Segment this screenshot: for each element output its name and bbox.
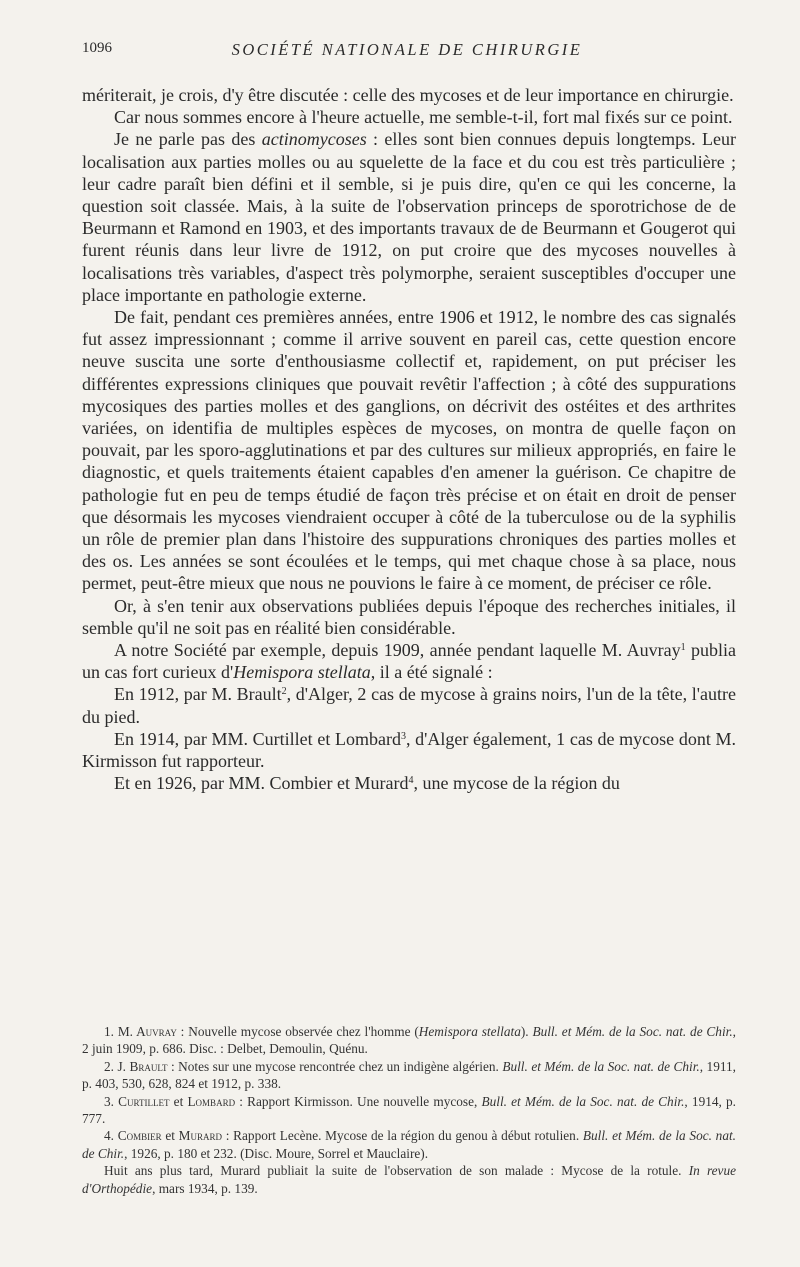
author-name: M. Auvray [117, 1024, 177, 1039]
footnote [82, 1023, 736, 1058]
text-run: publia un cas fort curieux d' [82, 640, 736, 683]
text-run: et [169, 1093, 188, 1109]
text-run: De fait, pendant ces premières années, entre 1906 et 1912, le nombre des cas signalés fut assez impressionnant ; comme il arrive souvent en pareil cas, cette question encore neuve suscita une sorte d'enthousiasme collectif et, rapidement, on put préciser les différentes expressions cliniques que pouvait revêtir l'affection ; à côté des suppurations mycosiques des parties molles et des ganglions, on décrivit des ostéites et des arthrites variées, on identifia de multiples espèces de mycoses, on montra de quelle façon on pouvait, par les sporo-agglutinations et par des cultures sur milieux appropriés, en faire le diagnostic, et quels traitements étaient capables d'en amener la guérison. Ce chapitre de pathologie fut en peu de temps étudié de façon très précise et on était en droit de penser que désormais les mycoses viendraient occuper à côté de la tuberculose ou de la syphilis un rôle de premier plan dans l'histoire des suppurations chroniques des parties molles et des os. Les années se sont écoulées et le temps, qui met chaque chose à sa place, nous permet, peut-être mieux que nous ne pouvions le faire à ce moment, de préciser ce rôle. [82, 307, 736, 594]
author-name: Lombard [187, 1093, 236, 1109]
italic-text: Bull. et Mém. de la Soc. nat. de Chir. [502, 1058, 700, 1074]
text-run: ). [520, 1024, 533, 1039]
paragraph [82, 639, 736, 683]
text-run: et [161, 1128, 179, 1144]
text-run: , d'Alger également, 1 cas de mycose dont M. Kirmisson fut rapporteur. [82, 728, 736, 772]
author-name: Combier [117, 1128, 162, 1144]
footnote-ref: 1 [680, 642, 686, 654]
paragraph [82, 595, 736, 639]
text-run: En 1912, par M. Brault [114, 684, 282, 705]
footnote-ref: 4 [408, 775, 414, 787]
footnote-ref: 3 [400, 730, 406, 742]
italic-text: Bull. et Mém. de la Soc. nat. de Chir. [82, 1128, 736, 1161]
italic-text: Hemispora stellata [418, 1024, 521, 1039]
text-run: mériterait, je crois, d'y être discutée : celle des mycoses et de leur importance en chirurgie. [82, 85, 734, 105]
text-run: 2. [104, 1058, 118, 1074]
author-name: Curtillet [118, 1093, 170, 1109]
text-run: A notre Société par exemple, depuis 1909, année pendant laquelle M. Auvray [114, 640, 681, 661]
running-title: SOCIÉTÉ NATIONALE DE CHIRURGIE [231, 40, 583, 59]
paragraph [82, 84, 736, 106]
text-run: , il a été signalé : [370, 662, 493, 683]
body-text [82, 84, 736, 795]
author-name: Murard [178, 1128, 222, 1144]
text-run: , d'Alger, 2 cas de mycose à grains noirs, l'un de la tête, l'autre du pied. [82, 684, 736, 727]
text-run: : Rapport Kirmisson. Une nouvelle mycose, [235, 1093, 482, 1109]
italic-text: actinomycoses [261, 129, 367, 150]
author-name: J. Brault [117, 1058, 168, 1074]
paragraph [82, 728, 736, 772]
paragraph [82, 772, 736, 794]
footnote [82, 1162, 736, 1197]
text-run: 3. [104, 1093, 119, 1109]
text-run: : Rapport Lecène. Mycose de la région du genou à début rotulien. [221, 1128, 583, 1144]
footnotes [82, 1023, 736, 1197]
text-run: , 2 juin 1909, p. 686. Disc. : Delbet, Demoulin, Quénu. [82, 1024, 736, 1057]
page-number: 1096 [82, 40, 112, 56]
text-run: 1. [104, 1024, 118, 1039]
text-run: : elles sont bien connues depuis longtemps. Leur localisation aux parties molles ou au squelette de la face et du cou est très particulière ; leur cadre paraît bien défini et il semble, si je puis dire, qu'en ce qui les concerne, la question soit classée. Mais, à la suite de l'observation princeps de sporotrichose de de Beurmann et Ramond en 1903, et des importants travaux de de Beurmann et Gougerot qui furent réunis dans leur livre de 1912, on put croire que des mycoses nouvelles à localisations très variables, d'aspect très polymorphe, seraient susceptibles d'occuper une place importante en pathologie externe. [82, 129, 736, 305]
text-run: , 1914, p. 777. [82, 1093, 736, 1127]
text-run: : Notes sur une mycose rencontrée chez un indigène algérien. [167, 1058, 503, 1074]
italic-text: Hemispora stellata [233, 662, 371, 683]
italic-text: Bull. et Mém. de la Soc. nat. de Chir. [481, 1093, 685, 1109]
text-run: , mars 1934, p. 139. [152, 1180, 258, 1196]
paragraph [82, 683, 736, 727]
footnote [82, 1093, 736, 1128]
text-run: , 1911, p. 403, 530, 628, 824 et 1912, p. 338. [82, 1058, 736, 1092]
footnote-ref: 2 [281, 686, 287, 698]
text-run: En 1914, par MM. Curtillet et Lombard [114, 728, 401, 749]
footnote [82, 1058, 736, 1093]
text-run: Car nous sommes encore à l'heure actuelle, me semble-t-il, fort mal fixés sur ce point. [114, 107, 733, 128]
text-run: Huit ans plus tard, Murard publiait la suite de l'observation de son malade : Mycose de la rotule. [104, 1163, 689, 1179]
text-run: Et en 1926, par MM. Combier et Murard [114, 773, 409, 794]
text-run: , 1926, p. 180 et 232. (Disc. Moure, Sorrel et Mauclaire). [124, 1145, 429, 1161]
italic-text: In revue d'Orthopédie [82, 1163, 736, 1196]
italic-text: Bull. et Mém. de la Soc. nat. de Chir. [532, 1024, 733, 1039]
text-run: 4. [104, 1128, 118, 1144]
footnote [82, 1127, 736, 1162]
text-run: Je ne parle pas des [114, 129, 262, 150]
paragraph [82, 106, 736, 128]
paragraph [82, 128, 736, 306]
text-run: , une mycose de la région du [413, 773, 620, 794]
paragraph [82, 306, 736, 595]
text-run: Or, à s'en tenir aux observations publiées depuis l'époque des recherches initiales, il semble qu'il ne soit pas en réalité bien considérable. [82, 595, 736, 638]
page-header [82, 40, 732, 64]
text-run: : Nouvelle mycose observée chez l'homme ( [176, 1024, 419, 1039]
